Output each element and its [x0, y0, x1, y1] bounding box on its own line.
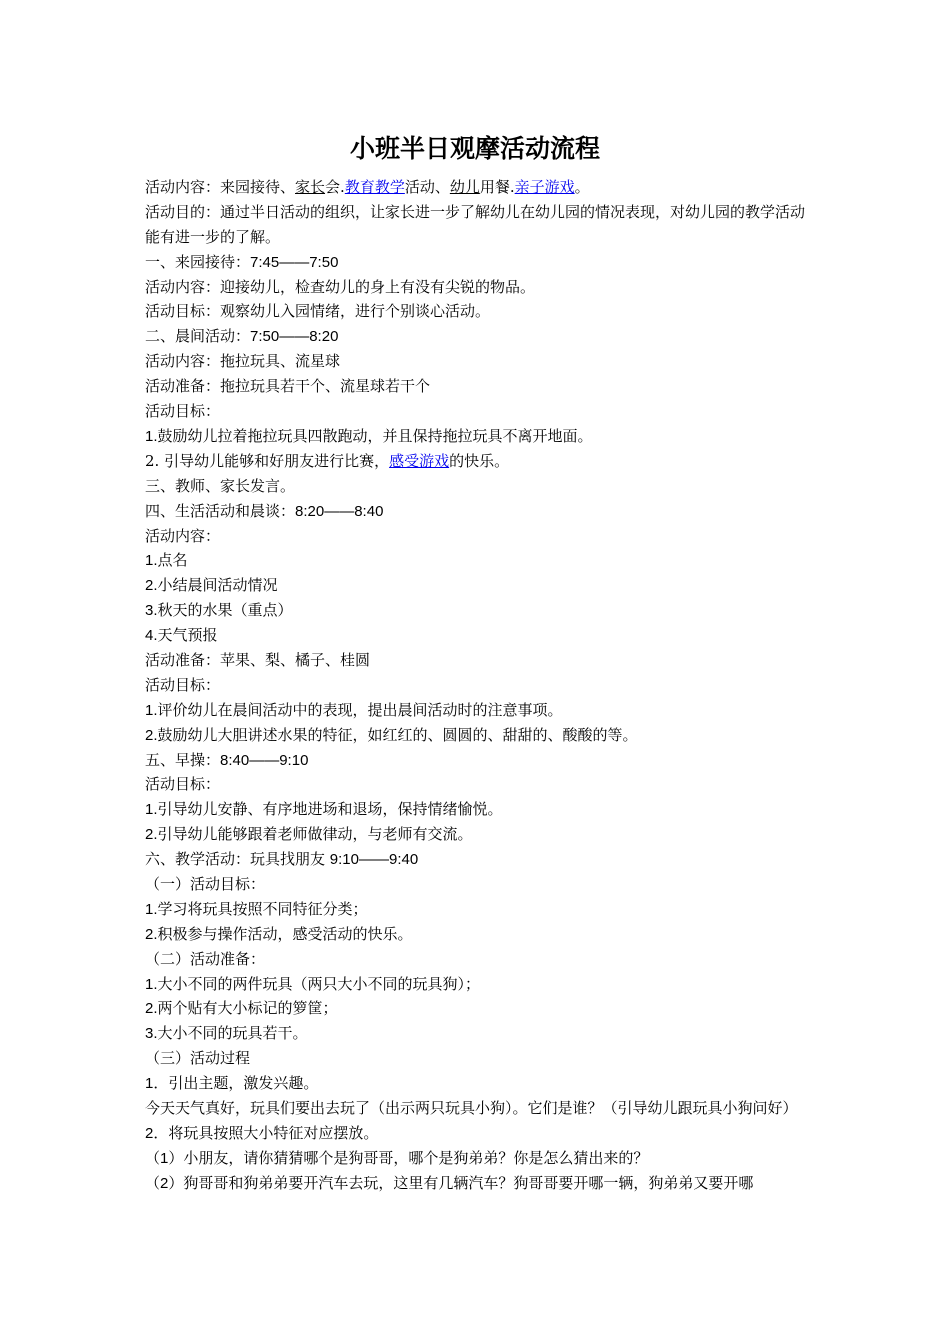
text-line: 二、晨间活动：7:50——8:20	[145, 327, 339, 346]
text-line: 4.天气预报	[145, 626, 218, 645]
text-line: 2.引导幼儿能够跟着老师做律动，与老师有交流。	[145, 825, 473, 844]
text-line: 六、教学活动：玩具找朋友 9:10——9:40	[145, 850, 419, 869]
text-line: （二）活动准备：	[145, 949, 266, 968]
section-lines-2	[145, 474, 810, 1196]
text-line: 三、教师、家长发言。	[145, 476, 296, 495]
text-line: 活动目标：	[145, 402, 221, 421]
text-line: （2）狗哥哥和狗弟弟要开汽车去玩，这里有几辆汽车？狗哥哥要开哪一辆，狗弟弟又要开哪	[145, 1173, 754, 1192]
section-lines-1	[145, 250, 810, 449]
link-education-teaching[interactable]: 教育教学	[344, 178, 405, 196]
text-line: 3.秋天的水果（重点）	[145, 601, 293, 620]
text-line: 1.大小不同的两件玩具（两只大小不同的玩具狗）；	[145, 974, 481, 993]
intro-purpose: 活动目的：通过半日活动的组织，让家长进一步了解幼儿在幼儿园的情况表现，对幼儿园的教学活动能有进一步的了解。	[145, 202, 806, 246]
content-mid1: 会.	[325, 178, 345, 196]
text-line: 活动目标：	[145, 675, 221, 694]
content-mid2: 活动、	[404, 178, 450, 196]
text-line: 1.点名	[145, 551, 188, 570]
game-line	[145, 449, 810, 474]
text-line: 四、生活活动和晨谈：8:20——8:40	[145, 501, 384, 520]
text-line: （一）活动目标：	[145, 874, 266, 893]
text-line: （三）活动过程	[145, 1049, 251, 1068]
text-line: 2.积极参与操作活动，感受活动的快乐。	[145, 924, 413, 943]
text-line: 1．引出主题，激发兴趣。	[145, 1074, 319, 1093]
text-line: 1.学习将玩具按照不同特征分类；	[145, 899, 368, 918]
content-end: 。	[574, 178, 590, 196]
content-prefix: 活动内容：来园接待、	[145, 178, 296, 196]
text-line: 活动准备：拖拉玩具若干个、流星球若干个	[145, 377, 431, 396]
text-line: 1.评价幼儿在晨间活动中的表现，提出晨间活动时的注意事项。	[145, 700, 563, 719]
text-line: 活动准备：苹果、梨、橘子、桂圆	[145, 650, 371, 669]
text-line: 2.两个贴有大小标记的箩筐；	[145, 999, 338, 1018]
document-body	[145, 175, 810, 1196]
game-line-suffix: 的快乐。	[449, 451, 510, 470]
child-term: 幼儿	[449, 178, 480, 196]
text-line: 3.大小不同的玩具若干。	[145, 1024, 308, 1043]
link-parent-child-game[interactable]: 亲子游戏	[514, 178, 575, 196]
text-line: 活动目标：观察幼儿入园情绪，进行个别谈心活动。	[145, 302, 491, 321]
text-line: 2.鼓励幼儿大胆讲述水果的特征，如红红的、圆圆的、甜甜的、酸酸的等。	[145, 725, 638, 744]
text-line: 2.小结晨间活动情况	[145, 576, 278, 595]
text-line: 2．将玩具按照大小特征对应摆放。	[145, 1123, 379, 1142]
text-line: 活动内容：拖拉玩具、流星球	[145, 352, 341, 371]
text-line: 五、早操：8:40——9:10	[145, 750, 309, 769]
text-line: 活动内容：迎接幼儿，检查幼儿的身上有没有尖锐的物品。	[145, 277, 536, 296]
text-line: 一、来园接待：7:45——7:50	[145, 252, 339, 271]
link-feel-game[interactable]: 感受游戏	[389, 451, 450, 470]
text-line: 1.鼓励幼儿拉着拖拉玩具四散跑动，并且保持拖拉玩具不离开地面。	[145, 426, 593, 445]
text-line: 今天天气真好，玩具们要出去玩了（出示两只玩具小狗）。它们是谁？（引导幼儿跟玩具小狗问好）	[145, 1098, 798, 1117]
intro-content-line	[145, 175, 810, 200]
text-line: 活动内容：	[145, 526, 221, 545]
parent-term: 家长	[295, 178, 326, 196]
text-line: 1.引导幼儿安静、有序地进场和退场，保持情绪愉悦。	[145, 800, 503, 819]
content-mid3: 用餐.	[479, 178, 515, 196]
text-line: （1）小朋友，请你猜猜哪个是狗哥哥，哪个是狗弟弟？你是怎么猜出来的？	[145, 1148, 649, 1167]
document-title: 小班半日观摩活动流程	[349, 134, 600, 163]
game-line-prefix: 2. 引导幼儿能够和好朋友进行比赛，	[145, 451, 390, 470]
text-line: 活动目标：	[145, 775, 221, 794]
